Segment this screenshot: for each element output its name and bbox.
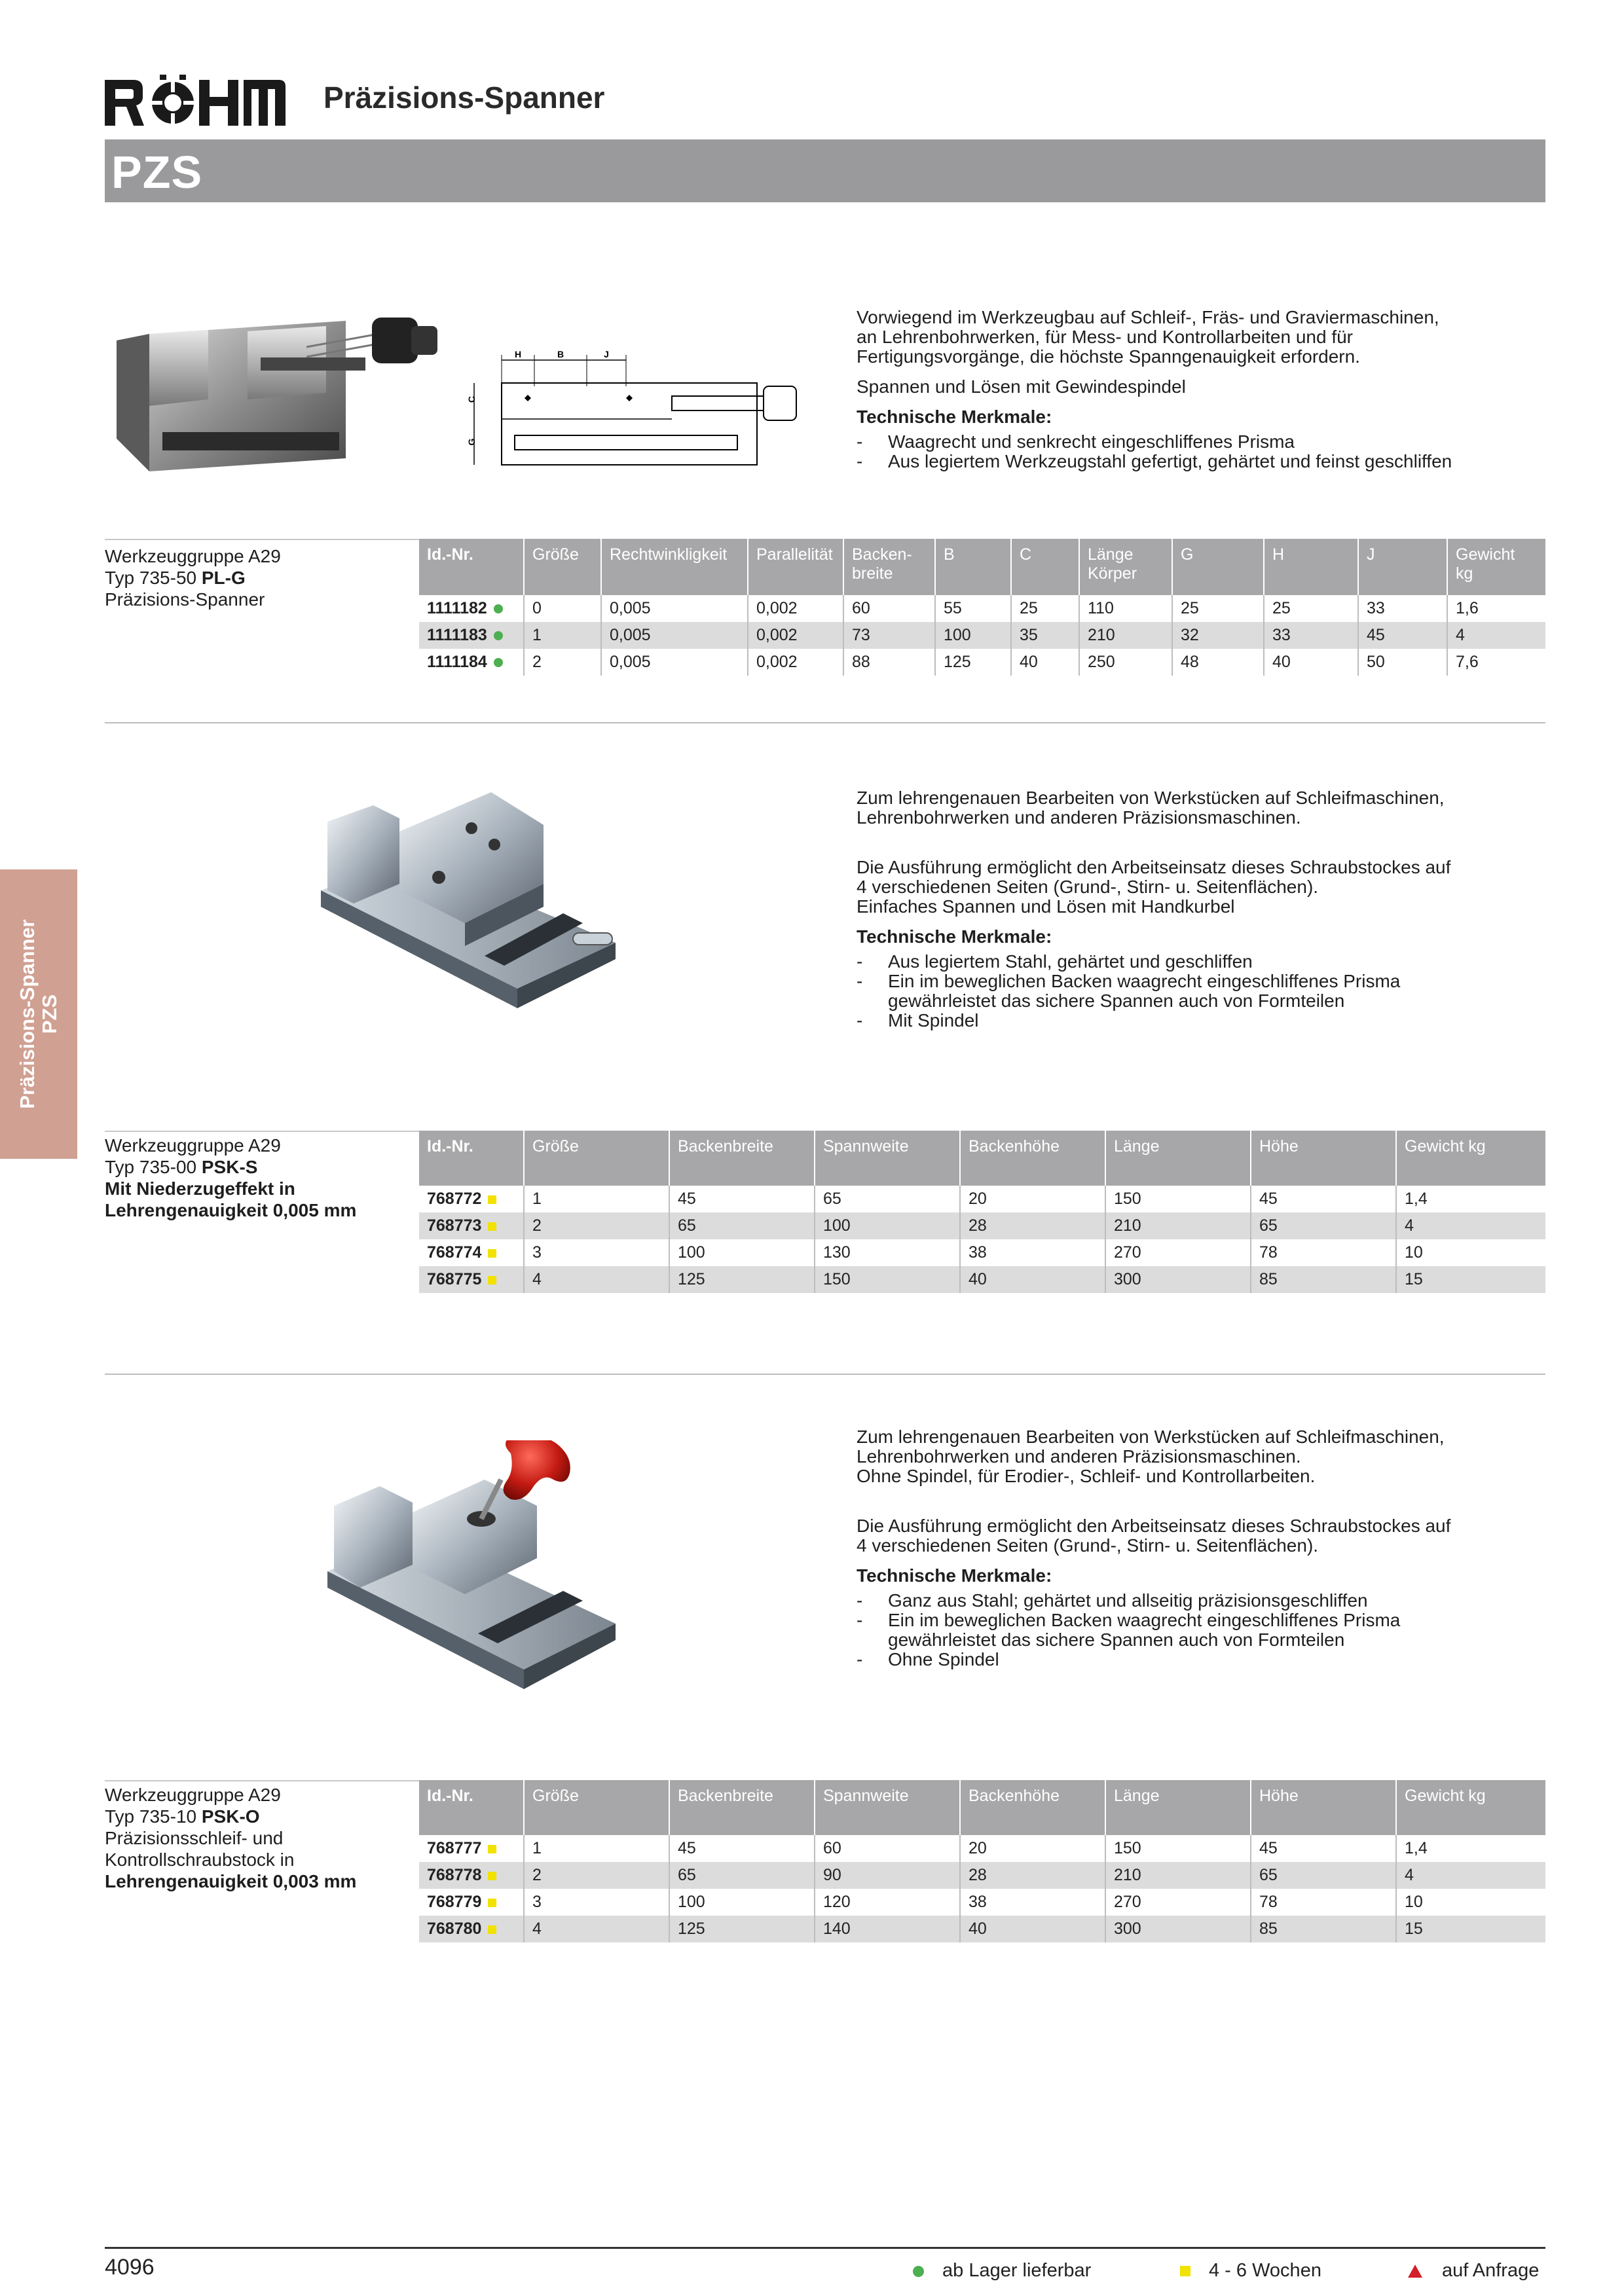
features-list — [857, 952, 1551, 1030]
table-cell: 65 — [669, 1212, 815, 1239]
table-cell: 25 — [1011, 595, 1079, 622]
table-cell: 78 — [1251, 1889, 1396, 1916]
table-cell: 10 — [1396, 1239, 1545, 1266]
weeks-square-icon — [488, 1872, 496, 1880]
psk-s-description — [857, 788, 1551, 1030]
pl-g-group-label — [105, 545, 413, 610]
table-cell: 33 — [1358, 595, 1447, 622]
available-dot-icon — [494, 658, 503, 667]
legend-available — [913, 2260, 1091, 2282]
column-header: Id.-Nr. — [419, 539, 524, 595]
legend-weeks — [1180, 2260, 1321, 2282]
table-row — [419, 1266, 1545, 1293]
table-cell: 1,6 — [1447, 595, 1545, 622]
column-header: Backenbreite — [669, 1780, 815, 1835]
pl-g-description — [857, 308, 1551, 471]
table-cell: 2 — [524, 649, 601, 676]
group-line: Mit Niederzugeffekt in — [105, 1178, 295, 1199]
group-line: Kontrollschraubstock in — [105, 1850, 295, 1870]
features-title: Technische Merkmale: — [857, 407, 1052, 427]
table-row — [419, 1916, 1545, 1942]
feature-item: - Waagrecht und senkrecht eingeschliffenes Prisma — [857, 432, 1551, 452]
table-cell: 4 — [524, 1266, 669, 1293]
id-number-cell: 768774 — [419, 1239, 524, 1266]
table-cell: 210 — [1105, 1212, 1251, 1239]
weeks-square-icon — [488, 1222, 496, 1231]
id-number-cell: 768772 — [419, 1186, 524, 1212]
table-cell: 65 — [669, 1862, 815, 1889]
column-header: Gewicht kg — [1447, 539, 1545, 595]
column-header: Länge Körper — [1079, 539, 1172, 595]
table-cell: 0,005 — [601, 622, 748, 649]
features-title: Technische Merkmale: — [857, 926, 1052, 947]
legend-label: 4 - 6 Wochen — [1209, 2260, 1321, 2281]
footer-divider — [105, 2247, 1545, 2249]
table-cell: 100 — [669, 1889, 815, 1916]
table-cell: 45 — [669, 1835, 815, 1862]
type-code: PSK-S — [201, 1157, 258, 1177]
table-cell: 1,4 — [1396, 1186, 1545, 1212]
table-cell: 300 — [1105, 1916, 1251, 1942]
table-cell: 4 — [1396, 1212, 1545, 1239]
side-tab-title: Präzisions-Spanner — [16, 919, 39, 1109]
column-header: B — [935, 539, 1011, 595]
column-header: Backenhöhe — [960, 1131, 1105, 1186]
feature-item: - Aus legiertem Stahl, gehärtet und geschliffen — [857, 952, 1551, 972]
dimension-g-label: G — [466, 438, 477, 446]
group-line: Werkzeuggruppe A29 — [105, 1135, 281, 1156]
legend-label: ab Lager lieferbar — [942, 2260, 1092, 2281]
table-cell: 150 — [1105, 1835, 1251, 1862]
table-cell: 78 — [1251, 1239, 1396, 1266]
table-cell: 1 — [524, 622, 601, 649]
table-cell: 150 — [1105, 1186, 1251, 1212]
available-dot-icon — [494, 604, 503, 613]
description-paragraph: Zum lehrengenauen Bearbeiten von Werkstücken auf Schleifmaschinen, Lehrenbohrwerken und anderen Präzisionsmaschinen. Ohne Spindel, für Erodier-, Schleif- und Kontrollarbeiten. — [857, 1427, 1445, 1486]
table-cell: 55 — [935, 595, 1011, 622]
table-cell: 7,6 — [1447, 649, 1545, 676]
table-row — [419, 622, 1545, 649]
table-cell: 38 — [960, 1889, 1105, 1916]
group-line: Lehrengenauigkeit 0,003 mm — [105, 1871, 357, 1891]
psk-o-description — [857, 1427, 1551, 1669]
table-cell: 210 — [1079, 622, 1172, 649]
table-cell: 25 — [1172, 595, 1264, 622]
table-cell: 40 — [1264, 649, 1358, 676]
table-cell: 48 — [1172, 649, 1264, 676]
side-tab[interactable] — [0, 869, 77, 1159]
table-cell: 40 — [1011, 649, 1079, 676]
column-header: Gewicht kg — [1396, 1131, 1545, 1186]
group-line: Werkzeuggruppe A29 — [105, 1785, 281, 1805]
dimension-h-label: H — [514, 349, 522, 359]
table-cell: 45 — [1251, 1835, 1396, 1862]
table-cell: 4 — [1447, 622, 1545, 649]
features-title: Technische Merkmale: — [857, 1565, 1052, 1586]
table-cell: 110 — [1079, 595, 1172, 622]
psk-o-vise-photo — [314, 1440, 629, 1702]
psk-s-group-label — [105, 1135, 413, 1221]
table-cell: 270 — [1105, 1239, 1251, 1266]
table-cell: 40 — [960, 1266, 1105, 1293]
column-header: Höhe — [1251, 1131, 1396, 1186]
table-cell: 45 — [669, 1186, 815, 1212]
id-number-cell: 1111182 — [419, 595, 524, 622]
table-cell: 0,002 — [748, 649, 843, 676]
table-cell: 60 — [843, 595, 935, 622]
table-cell: 125 — [935, 649, 1011, 676]
weeks-square-icon — [488, 1845, 496, 1853]
group-line: Präzisionsschleif- und — [105, 1828, 284, 1848]
id-number-cell: 1111184 — [419, 649, 524, 676]
dimension-b-label: B — [557, 349, 564, 359]
table-cell: 100 — [669, 1239, 815, 1266]
table-cell: 65 — [1251, 1212, 1396, 1239]
table-cell: 0,002 — [748, 622, 843, 649]
table-cell: 1,4 — [1396, 1835, 1545, 1862]
table-cell: 20 — [960, 1835, 1105, 1862]
column-header: Höhe — [1251, 1780, 1396, 1835]
table-cell: 28 — [960, 1212, 1105, 1239]
column-header: Größe — [524, 1131, 669, 1186]
table-cell: 250 — [1079, 649, 1172, 676]
table-cell: 40 — [960, 1916, 1105, 1942]
column-header: Länge — [1105, 1131, 1251, 1186]
category-banner — [105, 139, 1545, 202]
group-line: Werkzeuggruppe A29 — [105, 546, 281, 566]
table-cell: 300 — [1105, 1266, 1251, 1293]
dimension-j-label: J — [604, 349, 609, 359]
table-cell: 25 — [1264, 595, 1358, 622]
table-cell: 125 — [669, 1916, 815, 1942]
column-header: Backenhöhe — [960, 1780, 1105, 1835]
table-cell: 15 — [1396, 1266, 1545, 1293]
group-line: Lehrengenauigkeit 0,005 mm — [105, 1200, 357, 1220]
column-header: Größe — [524, 539, 601, 595]
available-dot-icon — [494, 631, 503, 640]
feature-item: - Ein im beweglichen Backen waagrecht eingeschliffenes Prisma gewährleistet das sichere Spannen auch von Formteilen — [857, 1611, 1551, 1650]
feature-item: - Ganz aus Stahl; gehärtet und allseitig präzisionsgeschliffen — [857, 1591, 1551, 1611]
table-cell: 0 — [524, 595, 601, 622]
column-header: C — [1011, 539, 1079, 595]
table-cell: 60 — [815, 1835, 960, 1862]
column-header: Gewicht kg — [1396, 1780, 1545, 1835]
psk-s-vise-photo — [314, 792, 629, 1028]
yellow-square-icon — [1180, 2266, 1190, 2276]
table-cell: 140 — [815, 1916, 960, 1942]
table-cell: 15 — [1396, 1916, 1545, 1942]
table-cell: 35 — [1011, 622, 1079, 649]
column-header: H — [1264, 539, 1358, 595]
table-cell: 2 — [524, 1212, 669, 1239]
roehm-logo — [105, 75, 286, 126]
table-cell: 210 — [1105, 1862, 1251, 1889]
column-header: Größe — [524, 1780, 669, 1835]
id-number-cell: 768777 — [419, 1835, 524, 1862]
header-title: Präzisions-Spanner — [323, 81, 605, 115]
category-code: PZS — [111, 147, 203, 198]
features-list — [857, 432, 1551, 471]
description-paragraph: Zum lehrengenauen Bearbeiten von Werkstücken auf Schleifmaschinen, Lehrenbohrwerken und anderen Präzisionsmaschinen. — [857, 788, 1445, 828]
feature-item: - Ein im beweglichen Backen waagrecht eingeschliffenes Prisma gewährleistet das sichere Spannen auch von Formteilen — [857, 972, 1551, 1011]
page-number: 4096 — [105, 2255, 155, 2280]
psk-o-spec-table — [419, 1780, 1545, 1942]
column-header: Spannweite — [815, 1780, 960, 1835]
table-cell: 85 — [1251, 1916, 1396, 1942]
table-cell: 32 — [1172, 622, 1264, 649]
feature-item: - Aus legiertem Werkzeugstahl gefertigt, gehärtet und feinst geschliffen — [857, 452, 1551, 471]
table-cell: 1 — [524, 1835, 669, 1862]
red-triangle-icon — [1408, 2265, 1422, 2278]
weeks-square-icon — [488, 1195, 496, 1204]
pl-g-dimension-drawing — [462, 347, 829, 478]
table-cell: 3 — [524, 1239, 669, 1266]
description-paragraph: Die Ausführung ermöglicht den Arbeitseinsatz dieses Schraubstockes auf 4 verschiedenen Seiten (Grund-, Stirn- u. Seitenflächen). Einfaches Spannen und Lösen mit Handkurbel — [857, 857, 1451, 917]
table-row — [419, 1239, 1545, 1266]
type-prefix: Typ 735-10 — [105, 1806, 202, 1827]
psk-o-group-label — [105, 1784, 413, 1892]
table-cell: 88 — [843, 649, 935, 676]
psk-s-spec-table — [419, 1131, 1545, 1293]
column-header: J — [1358, 539, 1447, 595]
table-cell: 90 — [815, 1862, 960, 1889]
table-cell: 3 — [524, 1889, 669, 1916]
column-header: Parallelität — [748, 539, 843, 595]
table-cell: 10 — [1396, 1889, 1545, 1916]
table-row — [419, 1186, 1545, 1212]
weeks-square-icon — [488, 1925, 496, 1934]
table-row — [419, 1212, 1545, 1239]
table-cell: 1 — [524, 1186, 669, 1212]
table-cell: 0,002 — [748, 595, 843, 622]
description-paragraph: Spannen und Lösen mit Gewindespindel — [857, 376, 1186, 397]
table-cell: 4 — [524, 1916, 669, 1942]
legend-request — [1408, 2260, 1539, 2282]
type-prefix: Typ 735-50 — [105, 568, 202, 588]
table-cell: 120 — [815, 1889, 960, 1916]
table-cell: 0,005 — [601, 595, 748, 622]
side-tab-code: PZS — [38, 994, 61, 1034]
table-cell: 150 — [815, 1266, 960, 1293]
id-number-cell: 768779 — [419, 1889, 524, 1916]
table-row — [419, 1835, 1545, 1862]
id-number-cell: 1111183 — [419, 622, 524, 649]
table-row — [419, 1889, 1545, 1916]
table-cell: 28 — [960, 1862, 1105, 1889]
table-cell: 125 — [669, 1266, 815, 1293]
description-paragraph: Vorwiegend im Werkzeugbau auf Schleif-, Fräs- und Graviermaschinen, an Lehrenbohrwerken, für Mess- und Kontrollarbeiten und für Fertigungsvorgänge, die höchste Spanngenauigkeit erfordern. — [857, 307, 1439, 367]
column-header: Spannweite — [815, 1131, 960, 1186]
dimension-c-label: C — [466, 395, 477, 403]
table-cell: 270 — [1105, 1889, 1251, 1916]
table-row — [419, 1862, 1545, 1889]
table-cell: 100 — [815, 1212, 960, 1239]
table-cell: 2 — [524, 1862, 669, 1889]
table-cell: 73 — [843, 622, 935, 649]
column-header: Id.-Nr. — [419, 1131, 524, 1186]
id-number-cell: 768780 — [419, 1916, 524, 1942]
table-cell: 45 — [1251, 1186, 1396, 1212]
feature-item: - Ohne Spindel — [857, 1650, 1551, 1669]
type-prefix: Typ 735-00 — [105, 1157, 202, 1177]
description-paragraph: Die Ausführung ermöglicht den Arbeitseinsatz dieses Schraubstockes auf 4 verschiedenen Seiten (Grund-, Stirn- u. Seitenflächen). — [857, 1516, 1451, 1556]
column-header: Id.-Nr. — [419, 1780, 524, 1835]
table-cell: 45 — [1358, 622, 1447, 649]
table-cell: 20 — [960, 1186, 1105, 1212]
weeks-square-icon — [488, 1249, 496, 1258]
column-header: G — [1172, 539, 1264, 595]
table-cell: 38 — [960, 1239, 1105, 1266]
table-cell: 85 — [1251, 1266, 1396, 1293]
weeks-square-icon — [488, 1899, 496, 1907]
column-header: Backenbreite — [669, 1131, 815, 1186]
green-dot-icon — [913, 2266, 924, 2277]
type-code: PSK-O — [201, 1806, 260, 1827]
feature-item: - Mit Spindel — [857, 1011, 1551, 1030]
pl-g-spec-table — [419, 539, 1545, 676]
type-code: PL-G — [201, 568, 246, 588]
table-cell: 100 — [935, 622, 1011, 649]
table-cell: 0,005 — [601, 649, 748, 676]
id-number-cell: 768778 — [419, 1862, 524, 1889]
table-cell: 65 — [1251, 1862, 1396, 1889]
pl-g-vise-photo — [110, 308, 457, 478]
weeks-square-icon — [488, 1276, 496, 1285]
column-header: Backen- breite — [843, 539, 935, 595]
table-cell: 65 — [815, 1186, 960, 1212]
id-number-cell: 768775 — [419, 1266, 524, 1293]
table-cell: 50 — [1358, 649, 1447, 676]
column-header: Länge — [1105, 1780, 1251, 1835]
table-row — [419, 595, 1545, 622]
table-cell: 4 — [1396, 1862, 1545, 1889]
group-line: Präzisions-Spanner — [105, 589, 265, 610]
table-cell: 33 — [1264, 622, 1358, 649]
legend-label: auf Anfrage — [1442, 2260, 1540, 2281]
id-number-cell: 768773 — [419, 1212, 524, 1239]
features-list — [857, 1591, 1551, 1669]
table-row — [419, 649, 1545, 676]
column-header: Rechtwinkligkeit — [601, 539, 748, 595]
table-cell: 130 — [815, 1239, 960, 1266]
